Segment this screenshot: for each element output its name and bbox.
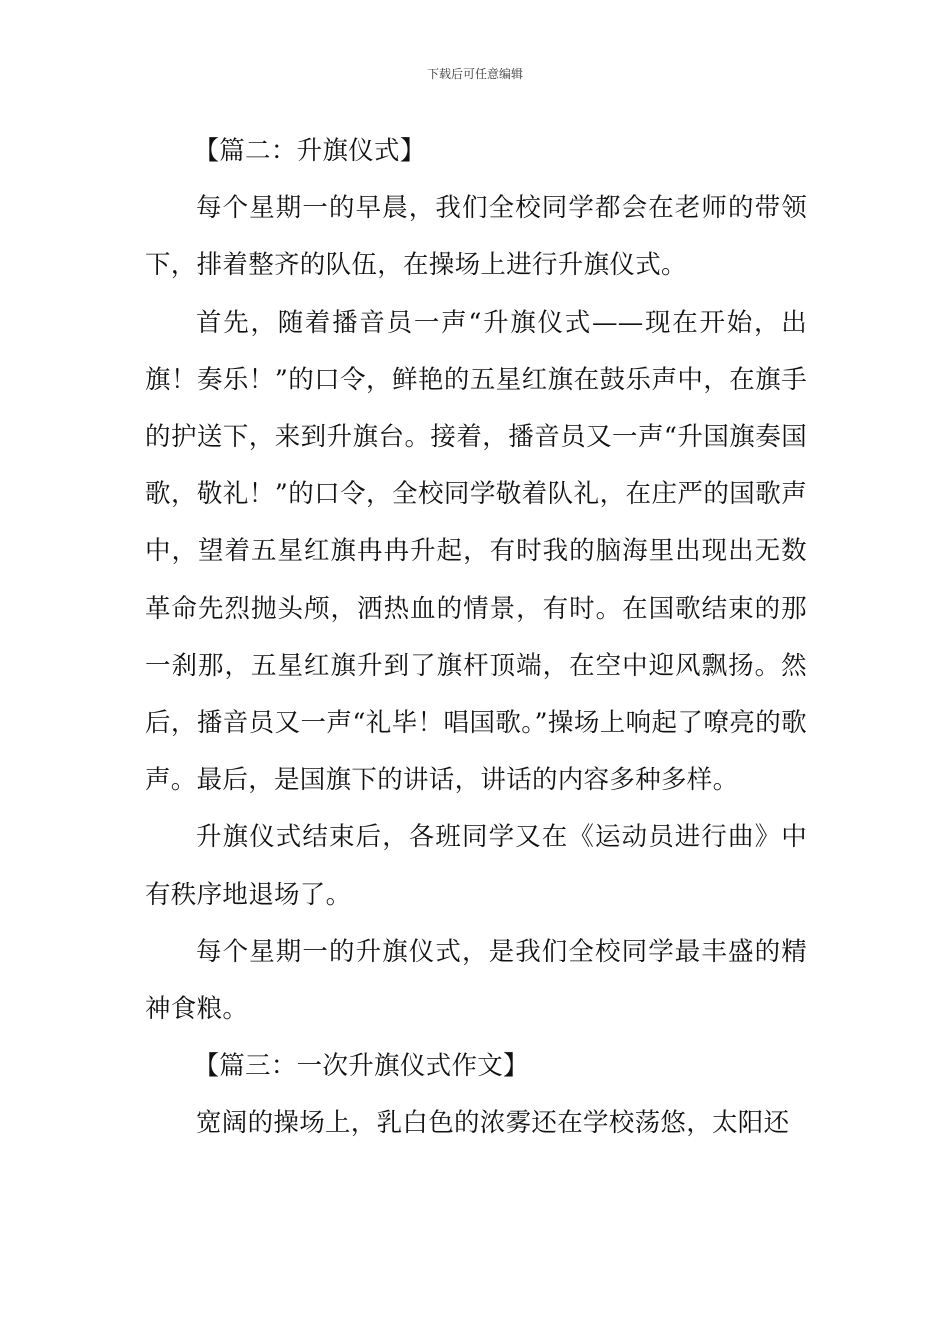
paragraph-2: 首先，随着播音员一声“升旗仪式——现在开始，出旗！奏乐！”的口令，鲜艳的五星红旗在鼓乐声中，在旗手的护送下，来到升旗台。接着，播音员又一声“升国旗奏国歌，敬礼！”的口令，全校同学敬着队礼，在庄严的国歌声中，望着五星红旗冉冉升起，有时我的脑海里出现出无数革命先烈抛头颅，洒热血的情景，有时。在国歌结束的那一刹那，五星红旗升到了旗杆顶端，在空中迎风飘扬。然后，播音员又一声“礼毕！唱国歌。”操场上响起了嘹亮的歌声。最后，是国旗下的讲话，讲话的内容多种多样。 — [145, 307, 807, 796]
document-body — [145, 123, 807, 1153]
page-header: 下载后可任意编辑 — [426, 67, 523, 81]
section-heading-2: 【篇二：升旗仪式】 — [193, 136, 426, 166]
section-heading-3: 【篇三：一次升旗仪式作文】 — [193, 1051, 529, 1082]
paragraph-4: 每个星期一的升旗仪式，是我们全校同学最丰盛的精神食粮。 — [145, 936, 807, 1025]
paragraph-1: 每个星期一的早晨，我们全校同学都会在老师的带领下，排着整齐的队伍，在操场上进行升旗仪式。 — [145, 193, 807, 281]
paragraph-5: 宽阔的操场上，乳白色的浓雾还在学校荡悠，太阳还 — [196, 1108, 790, 1139]
paragraph-3: 升旗仪式结束后，各班同学又在《运动员进行曲》中有秩序地退场了。 — [145, 822, 807, 910]
